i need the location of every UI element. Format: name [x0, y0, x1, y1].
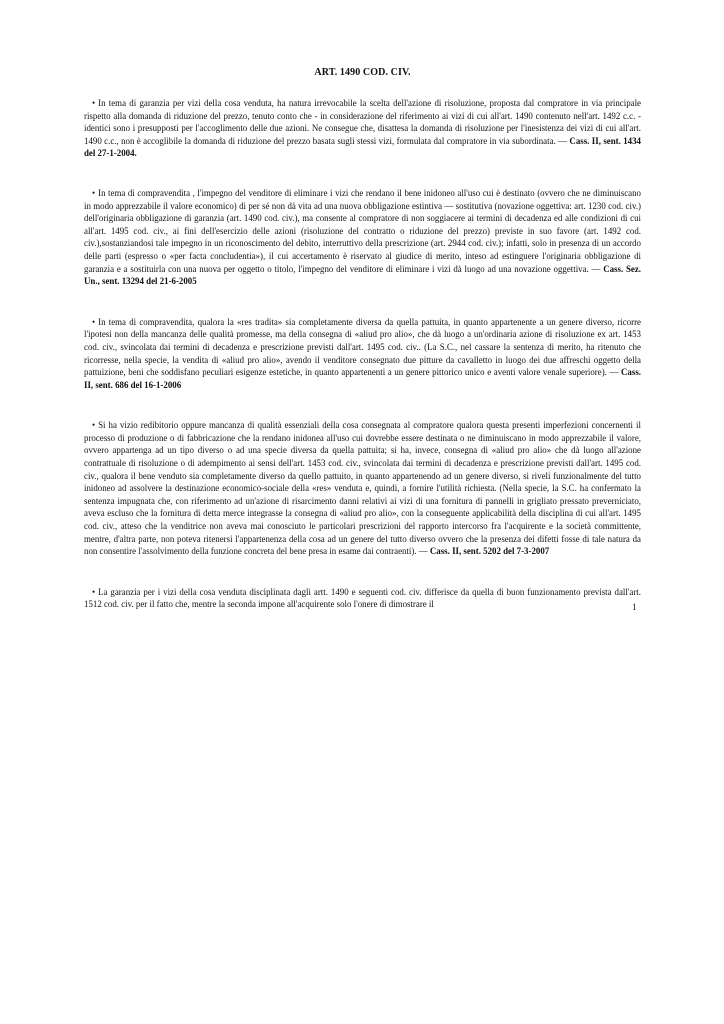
page-number: 1: [632, 602, 637, 612]
case-entry: [84, 316, 641, 392]
entry-citation: Cass. Sez. Un., sent. 13294 del 21-6-2005: [84, 263, 641, 287]
entry-text: In tema di garanzia per vizi della cosa venduta, ha natura irrevocabile la scelta dell'azione di risoluzione, proposta dal compratore in via principale rispetto alla domanda di riduzione del prezzo, tenuto conto che - in considerazione del riferimento ai vizi di cui all'art. 1490 contenuto nell'art. 1492 c.c. - identici sono i presupposti per l'accoglimento delle due azioni. Ne consegue che, disattesa la domanda di risoluzione per l'inesistenza dei vizi di cui all'art. 1490 c.c., non è accoglibile la domanda di riduzione del prezzo basata sugli stessi vizi, formulata dal compratore in via subordinata. —: [84, 98, 641, 146]
entry-text: Si ha vizio redibitorio oppure mancanza di qualità essenziali della cosa consegnata al compratore qualora questa presenti imperfezioni concernenti il processo di produzione o di fabbricazione che la rendano inidonea all'uso cui dovrebbe essere destinata o ne diminuiscano in modo apprezzabile il valore, ovvero appartenga ad un tipo diverso o ad una specie diversa da quella pattuita; si ha, invece, consegna di «aliud pro alio» che dà luogo all'azione contrattuale di risoluzione o di adempimento ai sensi dell'art. 1453 cod. civ., svincolata dai termini di decadenza e prescrizione previsti dall'art. 1495 cod. civ., qualora il bene venduto sia completamente diverso da quello pattuito, in quanto appartenendo ad un genere diverso, si riveli funzionalmente del tutto inidoneo ad assolvere la destinazione economico-sociale della «res» venduta e, quindi, a fornire l'utilità richiesta. (Nella specie, la S.C. ha confermato la sentenza impugnata che, con riferimento ad un'azione di risarcimento danni relativi ai vizi di una fornitura di pannelli in grigliato pressato preverniciato, aveva escluso che la fornitura di detta merce integrasse la consegna di «aliud pro alio», con la conseguente applicabilità della disciplina di cui all'art. 1495 cod. civ., atteso che la venditrice non aveva mai conosciuto le particolari prescrizioni del rapporto intercorso fra l'acquirente e la società committente, mentre, d'altra parte, non poteva ritenersi l'appartenenza della cosa ad un genere del tutto diverso ovvero che la presenza dei difetti fosse di tale natura da non consentire l'assolvimento della funzione concreta del bene presa in esame dai contraenti). —: [84, 420, 641, 557]
entry-citation: Cass. II, sent. 1434 del 27-1-2004.: [84, 135, 641, 159]
document-title: ART. 1490 COD. CIV.: [314, 67, 411, 78]
bullet-marker: •: [92, 586, 96, 597]
entry-citation: Cass. II, sent. 5202 del 7-3-2007: [429, 546, 550, 557]
case-entry: [84, 187, 641, 288]
bullet-marker: •: [92, 98, 96, 108]
entry-text: In tema di compravendita , l'impegno del venditore di eliminare i vizi che rendano il bene inidoneo all'uso cui è destinato (ovvero che ne diminuiscano in modo apprezzabile il valore economico) di per sé non dà vita ad una nuova obbligazione estintiva — sostitutiva (novazione oggettiva: art. 1230 cod. civ.) dell'originaria obbligazione di garanzia (art. 1490 cod. civ.), ma consente al compratore di non soggiacere ai termini di decadenza ed alle condizioni di cui all'art. 1495 cod. civ., ai fini dell'esercizio delle azioni (risoluzione del contratto o riduzione del prezzo) previste in suo favore (art. 1492 cod. civ.),sostanziandosi tale impegno in un riconoscimento del debito, interruttivo della prescrizione (art. 2944 cod. civ.); infatti, solo in presenza di un accordo delle parti (espresso o «per facta concludentia»), il cui accertamento è riservato al giudice di merito, inteso ad estinguere l'originaria obbligazione di garanzia e a sostituirla con una nuova per oggetto o titolo, l'impegno del venditore di eliminare i vizi dà luogo ad una novazione oggettiva. —: [84, 187, 641, 274]
entry-citation: Cass. II, sent. 686 del 16-1-2006: [84, 367, 641, 390]
entry-text: In tema di compravendita, qualora la «res tradita» sia completamente diversa da quella pattuita, in quanto appartenente a un genere diverso, ricorre l'ipotesi non della mancanza delle qualità promesse, ma della consegna di «aliud pro alio», che dà luogo a un'ordinaria azione di risoluzione ex art. 1453 cod. civ., svincolata dai termini di decadenza e prescrizione previsti dall'art. 1495 cod. civ.. (La S.C., nel cassare la sentenza di merito, ha ritenuto che ricorresse, nella specie, la vendita di «aliud pro alio», avendo il venditore consegnato due pitture da cavalletto in luogo dei due affreschi oggetto della pattuizione, beni che soddisfano peculiari esigenze estetiche, in quanto appartenenti a un genere pittorico unico e aventi valore venale superiore). —: [84, 316, 641, 378]
bullet-marker: •: [92, 316, 96, 327]
case-entry: [84, 97, 641, 160]
bullet-marker: •: [92, 420, 96, 431]
case-entry: [84, 586, 641, 611]
bullet-marker: •: [92, 187, 96, 198]
document-page: [84, 0, 641, 611]
entry-text: La garanzia per i vizi della cosa venduta disciplinata dagli artt. 1490 e seguenti cod. civ. differisce da quella di buon funzionamento prevista dall'art. 1512 cod. civ. per il fatto che, mentre la seconda impone all'acquirente solo l'onere di dimostrare il: [84, 586, 641, 610]
case-entry: [84, 419, 641, 558]
